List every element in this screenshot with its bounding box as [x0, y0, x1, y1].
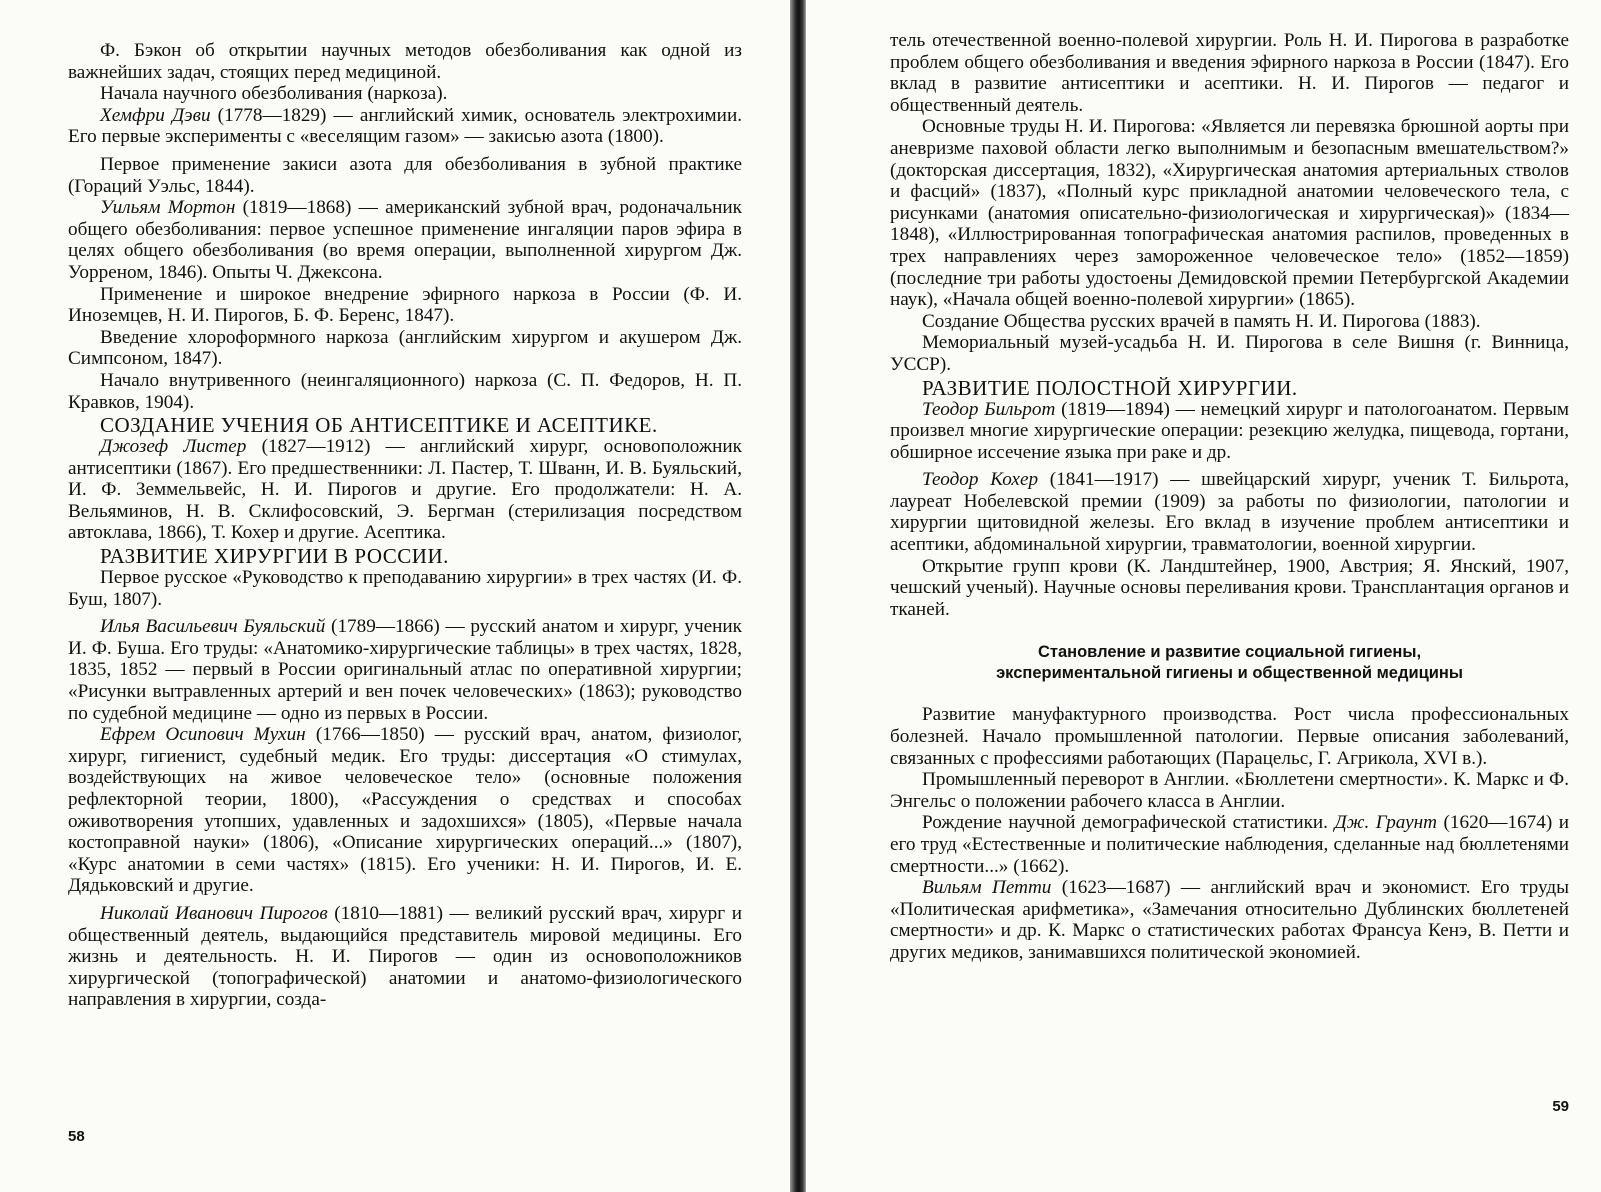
paragraph: Первое применение закиси азота для обезболивания в зубной практике (Гораций Уэльс, 1844).	[68, 153, 742, 197]
paragraph-buyalsky	[68, 616, 742, 724]
right-page	[806, 0, 1601, 1192]
paragraph: Открытие групп крови (К. Ландштейнер, 1900, Австрия; Я. Янский, 1907, чешский ученый). Научные основы переливания крови. Трансплантация органов и тканей.	[890, 555, 1569, 620]
paragraph-text: (1620—1674) и его труд «Естественные и политические наблюдения, сделанные над бюллетенями смертности...» (1662).	[890, 812, 1569, 877]
person-name: Теодор Кохер	[922, 469, 1039, 491]
person-name: Николай Иванович Пирогов	[100, 902, 328, 924]
subsection-title-line: экспериментальной гигиены и общественной медицины	[996, 664, 1463, 683]
paragraph-davy	[68, 105, 742, 148]
paragraph: Мемориальный музей-усадьба Н. И. Пирогова в селе Вишня (г. Винница, УССР).	[890, 332, 1569, 375]
section-heading: СОЗДАНИЕ УЧЕНИЯ ОБ АНТИСЕПТИКЕ И АСЕПТИКЕ.	[100, 413, 658, 438]
paragraph-morton	[68, 197, 742, 283]
person-name: Уильям Мортон	[100, 197, 236, 219]
paragraph-text: (1827—1912) — английский хирург, основоположник антисептики (1867). Его предшественники: Л. Пастер, Т. Шванн, И. В. Буяльский, И. Ф. Земмельвейс, Н. И. Пирогов и другие. Его продолжатели: Н. А. Вельяминов, Н. В. Склифосовский, Э. Бергман (стерилизация посредством автоклава, 1866), Т. Кохер и другие. Асептика.	[68, 436, 742, 544]
person-name: Дж. Граунт	[1334, 812, 1438, 834]
paragraph: Первое русское «Руководство к преподаванию хирургии» в трех частях (И. Ф. Буш, 1807).	[68, 567, 742, 610]
person-name: Вильям Петти	[922, 877, 1052, 899]
subsection-title	[890, 642, 1569, 684]
section-heading: РАЗВИТИЕ ХИРУРГИИ В РОССИИ.	[100, 544, 449, 569]
paragraph: Начала научного обезболивания (наркоза).	[100, 83, 448, 105]
paragraph-kocher	[890, 469, 1569, 555]
person-name: Ефрем Осипович Мухин	[100, 724, 306, 746]
person-name: Теодор Бильрот	[922, 398, 1056, 420]
paragraph-mukhin	[68, 724, 742, 897]
paragraph: Развитие мануфактурного производства. Рост числа профессиональных болезней. Начало промышленной патологии. Первые описания заболеваний, связанных с профессиями работающих (Парацельс, Г. Агрикола, XVI в.).	[890, 704, 1569, 769]
paragraph-text: Рождение научной демографической статистики.	[922, 812, 1335, 834]
paragraph: Промышленный переворот в Англии. «Бюллетени смертности». К. Маркс и Ф. Энгельс о положении рабочего класса в Англии.	[890, 769, 1569, 812]
paragraph: Основные труды Н. И. Пирогова: «Является ли перевязка брюшной аорты при аневризме паховой области легко выполнимым и безопасным вмешательством?» (докторская диссертация, 1832), «Хирургическая анатомия артериальных стволов и фасций» (1837), «Полный курс прикладной анатомии человеческого тела, с рисунками (анатомия описательно-физиологическая и хирургическая)» (1834—1848), «Иллюстрированная топографическая анатомия распилов, проведенных в трех направлениях через замороженное человеческое тело» (1852—1859) (последние три работы удостоены Демидовской премии Петербургской Академии наук), «Начала общей военно-полевой хирургии» (1865).	[890, 116, 1569, 311]
paragraph-billroth	[890, 399, 1569, 464]
book-gutter	[790, 0, 806, 1192]
paragraph-text: (1841—1917) — швейцарский хирург, ученик Т. Бильрота, лауреат Нобелевской премии (1909) за работы по физиологии, патологии и хирургии щитовидной железы. Его вклад в изучение проблем антисептики и асептики, абдоминальной хирургии, травматологии, военной хирургии.	[890, 469, 1569, 556]
person-name: Джозеф Листер	[100, 436, 247, 458]
paragraph-graunt	[890, 812, 1569, 877]
paragraph-text: (1819—1894) — немецкий хирург и патологоанатом. Первым произвел многие хирургические операции: резекцию желудка, пищевода, гортани, обширное иссечение языка при раке и др.	[890, 398, 1569, 463]
right-page-text	[890, 30, 1569, 964]
paragraph-text: (1766—1850) — русский врач, анатом, физиолог, хирург, гигиенист, судебный медик. Его труды: диссертация «О стимулах, воздействующих на живое человеческое тело» (основные положения рефлекторной теории, 1800), «Рассуждения о средствах и способах оживотворения утопших, удавленных и задохшихся» (1805), «Первые начала костоправной науки» (1806), «Описание хирургических операций...» (1807), «Курс анатомии в семи частях» (1815). Его ученики: Н. И. Пирогов, И. Е. Дядьковский и другие.	[68, 724, 742, 897]
paragraph: Ф. Бэкон об открытии научных методов обезболивания как одной из важнейших задач, стоящих перед медициной.	[68, 40, 742, 83]
paragraph-petty	[890, 877, 1569, 963]
paragraph-pirogov	[68, 903, 742, 1011]
page-number: 59	[1552, 1098, 1569, 1115]
paragraph: Введение хлороформного наркоза (английским хирургом и акушером Дж. Симпсоном, 1847).	[68, 326, 742, 370]
left-page	[0, 0, 790, 1192]
paragraph: Применение и широкое внедрение эфирного наркоза в России (Ф. И. Иноземцев, Н. И. Пирогов, Б. Ф. Беренс, 1847).	[68, 283, 742, 327]
paragraph: тель отечественной военно-полевой хирургии. Роль Н. И. Пирогова в разработке проблем общего обезболивания и введения эфирного наркоза в России (1847). Его вклад в развитие антисептики и асептики. Н. И. Пирогов — педагог и общественный деятель.	[890, 30, 1569, 116]
person-name: Хемфри Дэви	[100, 104, 211, 126]
person-name: Илья Васильевич Буяльский	[100, 616, 326, 638]
paragraph-text: (1819—1868) — американский зубной врач, родоначальник общего обезболивания: первое успешное применение ингаляции паров эфира в целях общего обезболивания (во время операции, выполненной хирургом Дж. Уорреном, 1846). Опыты Ч. Джексона.	[68, 197, 742, 283]
paragraph: Начало внутривенного (неингаляционного) наркоза (С. П. Федоров, Н. П. Кравков, 1904).	[68, 369, 742, 413]
paragraph-text: (1789—1866) — русский анатом и хирург, ученик И. Ф. Буша. Его труды: «Анатомико-хирургические таблицы» в трех частях, 1828, 1835, 1852 — первый в России оригинальный атлас по оперативной хирургии; «Рисунки вытравленных артерий и вен почек человеческих» (1863); руководство по судебной медицине — одно из первых в России.	[68, 616, 742, 724]
paragraph-lister	[68, 436, 742, 544]
left-page-text	[68, 40, 742, 1011]
paragraph-text: (1810—1881) — великий русский врач, хирург и общественный деятель, выдающийся представитель мировой медицины. Его жизнь и деятельность. Н. И. Пирогов — один из основоположников хирургической (топографической) анатомии и анатомо-физиологического направления в хирургии, созда-	[68, 902, 742, 1011]
page-number: 58	[68, 1128, 85, 1145]
subsection-title-line: Становление и развитие социальной гигиены,	[1037, 643, 1422, 662]
paragraph-text: (1778—1829) — английский химик, основатель электрохимии. Его первые эксперименты с «веселящим газом» — закисью азота (1800).	[68, 104, 743, 148]
section-heading: РАЗВИТИЕ ПОЛОСТНОЙ ХИРУРГИИ.	[922, 375, 1298, 400]
paragraph: Создание Общества русских врачей в память Н. И. Пирогова (1883).	[922, 310, 1481, 332]
paragraph-text: (1623—1687) — английский врач и экономист. Его труды «Политическая арифметика», «Замечания относительно Дублинских бюллетеней смертности» и др. К. Маркс о статистических работах Франсуа Кенэ, В. Петти и других медиков, занимавшихся политической экономией.	[890, 877, 1569, 963]
